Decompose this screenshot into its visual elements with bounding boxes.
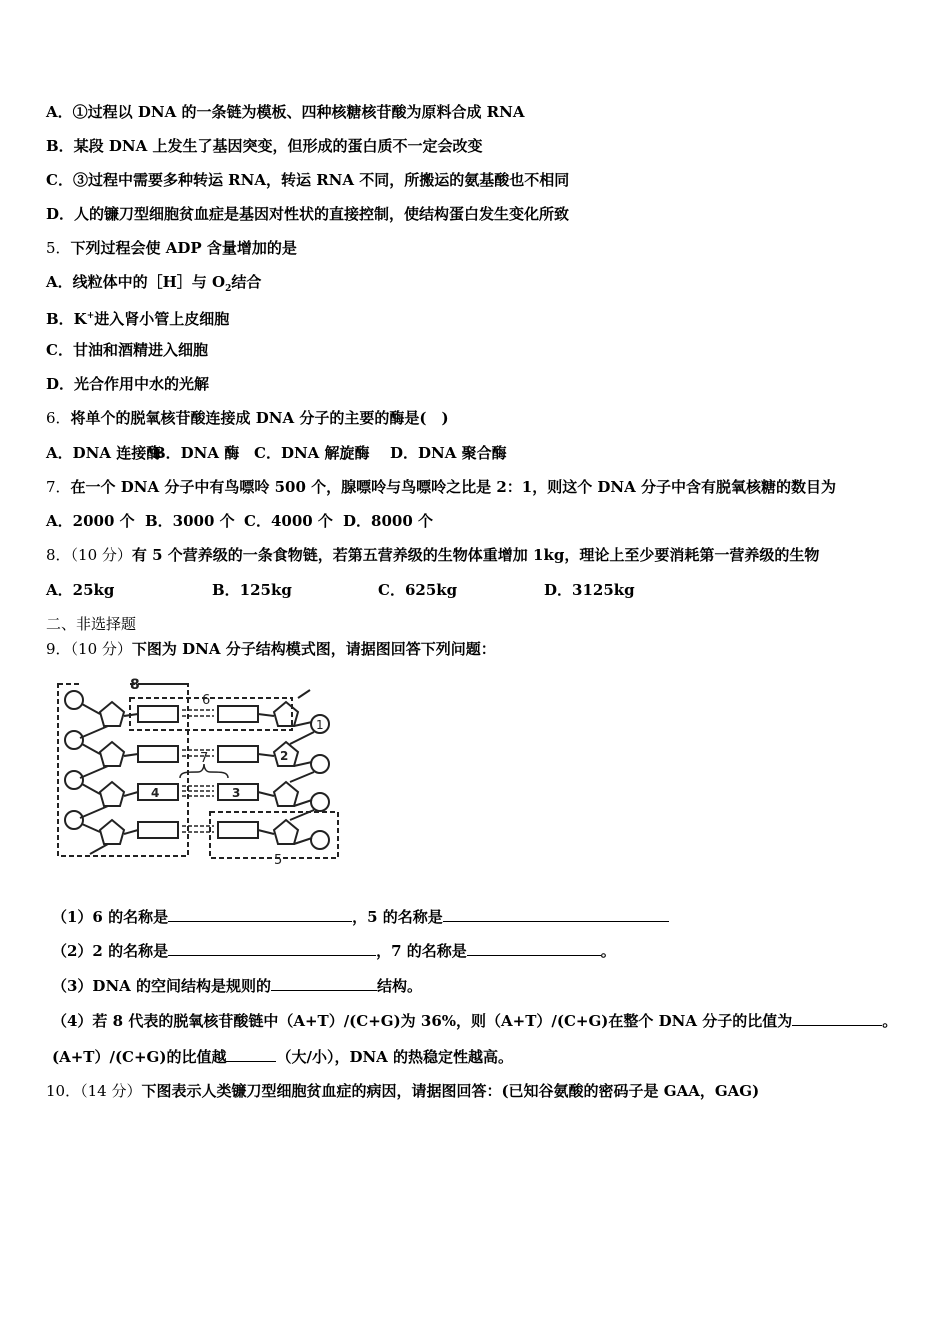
q4-option-b: B．某段 DNA 上发生了基因突变，但形成的蛋白质不一定会改变 (46, 137, 483, 155)
q7-options (46, 511, 433, 531)
q9-sub5-text-2: （大/小），DNA 的热稳定性越高。 (276, 1048, 514, 1066)
q7-stem-text: 在一个 DNA 分子中有鸟嘌呤 500 个，腺嘌呤与鸟嘌呤之比是 2：1，则这个 DNA 分子中含有脱氧核糖的数目为 (70, 478, 837, 496)
q9-sub2 (52, 941, 616, 961)
label-5-box (210, 812, 338, 858)
q9-sub1-text: （1）6 的名称是 (52, 908, 169, 926)
figure-label-8: 8 (130, 677, 140, 693)
q6-number: 6． (46, 409, 71, 427)
q9-stem-text: 下图为 DNA 分子结构模式图，请据图回答下列问题： (131, 640, 496, 658)
q6-option-c: C．DNA 解旋酶 (254, 444, 370, 462)
q9-score: （10 分） (70, 640, 132, 658)
q9-sub4-end: 。 (882, 1012, 898, 1030)
q7-option-c: C．4000 个 (244, 512, 333, 530)
answer-blank[interactable] (443, 907, 669, 922)
answer-blank[interactable] (271, 976, 377, 991)
q5-option-b-superscript: + (86, 311, 95, 321)
q6-options (46, 443, 507, 463)
q4-option-c: C．③过程中需要多种转运 RNA，转运 RNA 不同，所搬运的氨基酸也不相同 (46, 171, 570, 189)
q5-number: 5． (46, 239, 71, 257)
q9-sub3-text: （3）DNA 的空间结构是规则的 (52, 977, 272, 995)
figure-label-5: 5 (274, 853, 283, 864)
q5-option-c: C．甘油和酒精进入细胞 (46, 341, 208, 359)
q10-number: 10． (46, 1082, 81, 1100)
figure-label-2: 2 (280, 749, 289, 763)
q8-option-d: D．3125kg (544, 581, 635, 599)
q9-sub2-text: （2）2 的名称是 (52, 942, 169, 960)
answer-blank[interactable] (792, 1011, 882, 1026)
q8-option-c: C．625kg (378, 581, 458, 599)
q5-option-b (46, 306, 229, 329)
q9-sub3 (52, 976, 422, 996)
q9-sub5 (52, 1047, 513, 1067)
q10-stem (46, 1081, 759, 1101)
q6-option-d: D．DNA 聚合酶 (390, 444, 507, 462)
q9-sub4 (52, 1011, 897, 1031)
figure-label-7: 7 (200, 751, 209, 766)
q8-stem-text: 有 5 个营养级的一条食物链，若第五营养级的生物体重增加 1kg，理论上至少要消耗第一营养级的生物 (131, 546, 820, 564)
q6-stem (46, 408, 449, 428)
q8-options (46, 580, 635, 600)
q8-score: （10 分） (70, 546, 132, 564)
q6-option-b: B．DNA 酶 (153, 444, 240, 462)
q8-stem (46, 545, 819, 565)
q9-sub4-text: （4）若 8 代表的脱氧核苷酸链中（A+T）/(C+G)为 36%，则（A+T）/(C+G)在整个 DNA 分子的比值为 (52, 1012, 793, 1030)
q7-option-a: A．2000 个 (46, 512, 135, 530)
q9-sub3-text-2: 结构。 (377, 977, 423, 995)
q5-option-a (46, 272, 261, 299)
q5-option-a-subscript: 2 (225, 284, 232, 294)
figure-label-3: 3 (232, 786, 241, 800)
answer-blank[interactable] (226, 1047, 276, 1062)
answer-blank[interactable] (168, 941, 376, 956)
q7-stem (46, 477, 836, 497)
q5-option-a-text: A．线粒体中的［H］与 O (46, 273, 226, 291)
q7-option-d: D．8000 个 (343, 512, 433, 530)
q9-sub1 (52, 907, 669, 927)
q5-option-b-text: B．K (46, 310, 87, 328)
dna-structure-diagram (52, 672, 352, 864)
q9-sub2-end: 。 (600, 942, 616, 960)
q4-option-a: A．①过程以 DNA 的一条链为模板、四种核糖核苷酸为原料合成 RNA (46, 103, 525, 121)
q9-number: 9． (46, 640, 71, 658)
figure-label-6: 6 (202, 693, 211, 708)
q6-stem-text: 将单个的脱氧核苷酸连接成 DNA 分子的主要的酶是( ) (70, 409, 449, 427)
q10-score: （14 分） (80, 1082, 142, 1100)
q8-option-a: A．25kg (46, 581, 115, 599)
answer-blank[interactable] (168, 907, 352, 922)
q9-sub2-text-2: ，7 的名称是 (376, 942, 467, 960)
q10-stem-text: 下图表示人类镰刀型细胞贫血症的病因，请据图回答：(已知谷氨酸的密码子是 GAA，GAG) (141, 1082, 760, 1100)
q7-number: 7． (46, 478, 71, 496)
q5-stem (46, 238, 297, 258)
q8-number: 8． (46, 546, 71, 564)
label-6-box (130, 698, 292, 730)
q9-sub1-text-2: ，5 的名称是 (352, 908, 443, 926)
q9-sub5-text: (A+T）/(C+G)的比值越 (52, 1048, 227, 1066)
q5-option-d: D．光合作用中水的光解 (46, 375, 210, 393)
q5-stem-text: 下列过程会使 ADP 含量增加的是 (70, 239, 297, 257)
q8-option-b: B．125kg (212, 581, 292, 599)
figure-label-4: 4 (151, 786, 160, 800)
answer-blank[interactable] (467, 941, 601, 956)
section-heading: 二、非选择题 (46, 615, 137, 633)
q4-option-d: D．人的镰刀型细胞贫血症是基因对性状的直接控制，使结构蛋白发生变化所致 (46, 205, 570, 223)
q7-option-b: B．3000 个 (145, 512, 235, 530)
q5-option-b-tail: 进入肾小管上皮细胞 (94, 310, 230, 328)
q5-option-a-tail: 结合 (231, 273, 262, 291)
q9-stem (46, 639, 496, 659)
q6-option-a: A．DNA 连接酶 (46, 444, 162, 462)
figure-label-1: 1 (316, 718, 324, 732)
